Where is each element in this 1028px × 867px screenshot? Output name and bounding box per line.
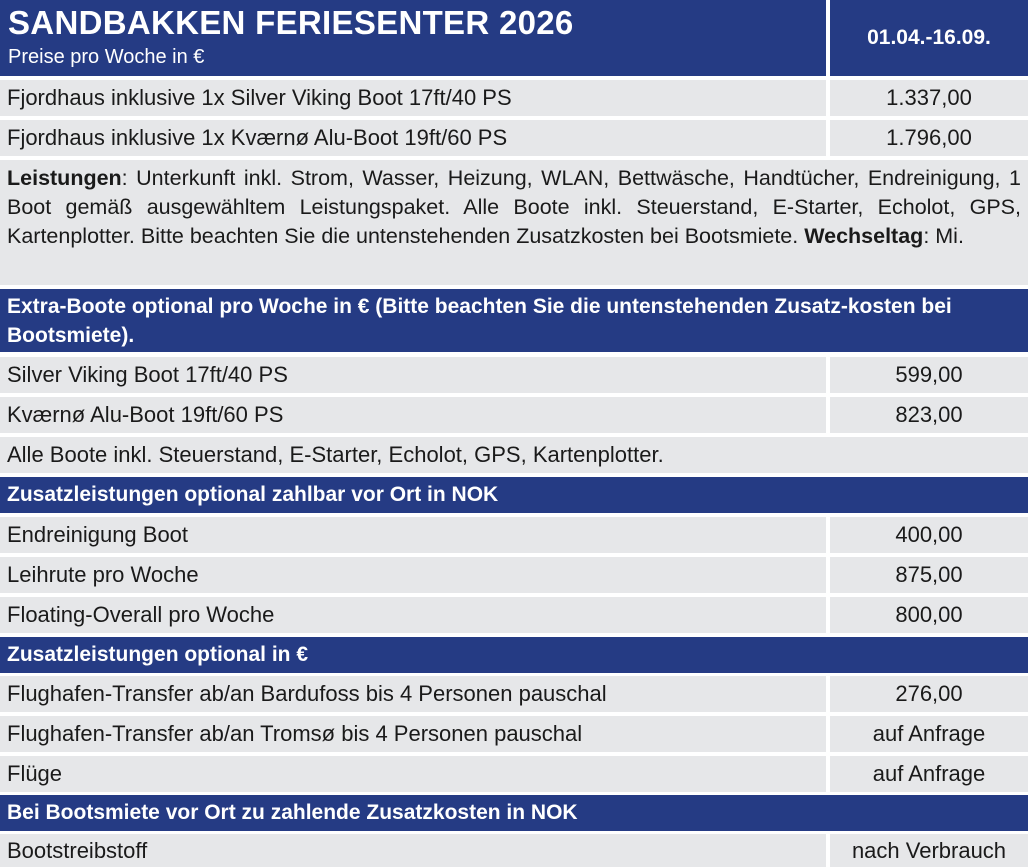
price-label: Fjordhaus inklusive 1x Kværnø Alu-Boot 19ft/60 PS [7, 125, 508, 150]
services-block [0, 160, 1028, 285]
service-value: 875,00 [895, 562, 963, 587]
section-heading: Bei Bootsmiete vor Ort zu zahlende Zusatzkosten in NOK [7, 801, 578, 824]
service-value: auf Anfrage [872, 721, 986, 746]
service-row [0, 756, 1028, 792]
boat-label: Silver Viking Boot 17ft/40 PS [7, 362, 288, 387]
changeover-label: Wechseltag [804, 224, 924, 248]
boat-note-row [0, 437, 1028, 473]
service-value: auf Anfrage [872, 761, 986, 786]
section-header-local-services [0, 477, 1028, 513]
service-label: Endreinigung Boot [7, 522, 189, 547]
section-header-extra-boats [0, 289, 1028, 352]
service-value: 400,00 [895, 522, 963, 547]
section-header-boat-costs [0, 795, 1028, 831]
cost-label: Bootstreibstoff [7, 837, 148, 863]
service-value: 276,00 [895, 681, 963, 706]
boat-value: 599,00 [895, 362, 963, 387]
cost-row [0, 834, 1028, 867]
boat-label: Kværnø Alu-Boot 19ft/60 PS [7, 402, 284, 427]
service-row [0, 676, 1028, 712]
service-label: Leihrute pro Woche [7, 562, 199, 587]
boat-row [0, 397, 1028, 433]
services-text [0, 164, 1028, 251]
price-row [0, 80, 1028, 116]
service-label: Flüge [7, 761, 63, 786]
header-bar [0, 0, 1028, 76]
cost-value: nach Verbrauch [851, 837, 1007, 863]
section-header-euro-services [0, 637, 1028, 673]
service-label: Flughafen-Transfer ab/an Bardufoss bis 4 Personen pauschal [7, 681, 607, 706]
price-label: Fjordhaus inklusive 1x Silver Viking Boot 17ft/40 PS [7, 85, 512, 110]
season-period: 01.04.-16.09. [867, 26, 991, 49]
services-heading: Leistungen [7, 166, 122, 190]
boat-value: 823,00 [895, 402, 963, 427]
service-row [0, 716, 1028, 752]
section-heading: Extra-Boote optional pro Woche in € (Bitte beachten Sie die untenstehenden Zusatz-kosten bei Bootsmiete). [7, 295, 952, 347]
service-row [0, 597, 1028, 633]
boat-row [0, 357, 1028, 393]
section-heading: Zusatzleistungen optional in € [7, 643, 309, 666]
service-label: Floating-Overall pro Woche [7, 602, 275, 627]
page-title: SANDBAKKEN FERIESENTER 2026 [8, 4, 574, 41]
service-row [0, 517, 1028, 553]
section-heading: Zusatzleistungen optional zahlbar vor Ort in NOK [7, 483, 499, 506]
price-value: 1.796,00 [886, 125, 972, 150]
price-row [0, 120, 1028, 156]
price-value: 1.337,00 [886, 85, 972, 110]
service-label: Flughafen-Transfer ab/an Tromsø bis 4 Personen pauschal [7, 721, 583, 746]
services-description: : Unterkunft inkl. Strom, Wasser, Heizung, WLAN, Bettwäsche, Handtücher, Endreinigung, 1 Boot gemäß ausgewähltem Leistungspaket. Alle Boote inkl. Steuerstand, E-Starter, Echolot, GPS, Kartenplotter. Bitte beachten Sie die untenstehenden Zusatzkosten bei Bootsmiete. [7, 166, 1021, 248]
service-value: 800,00 [895, 602, 963, 627]
boat-note: Alle Boote inkl. Steuerstand, E-Starter, Echolot, GPS, Kartenplotter. [7, 442, 664, 467]
service-row [0, 557, 1028, 593]
changeover-value: : Mi. [923, 224, 964, 248]
page-subtitle: Preise pro Woche in € [8, 46, 205, 68]
